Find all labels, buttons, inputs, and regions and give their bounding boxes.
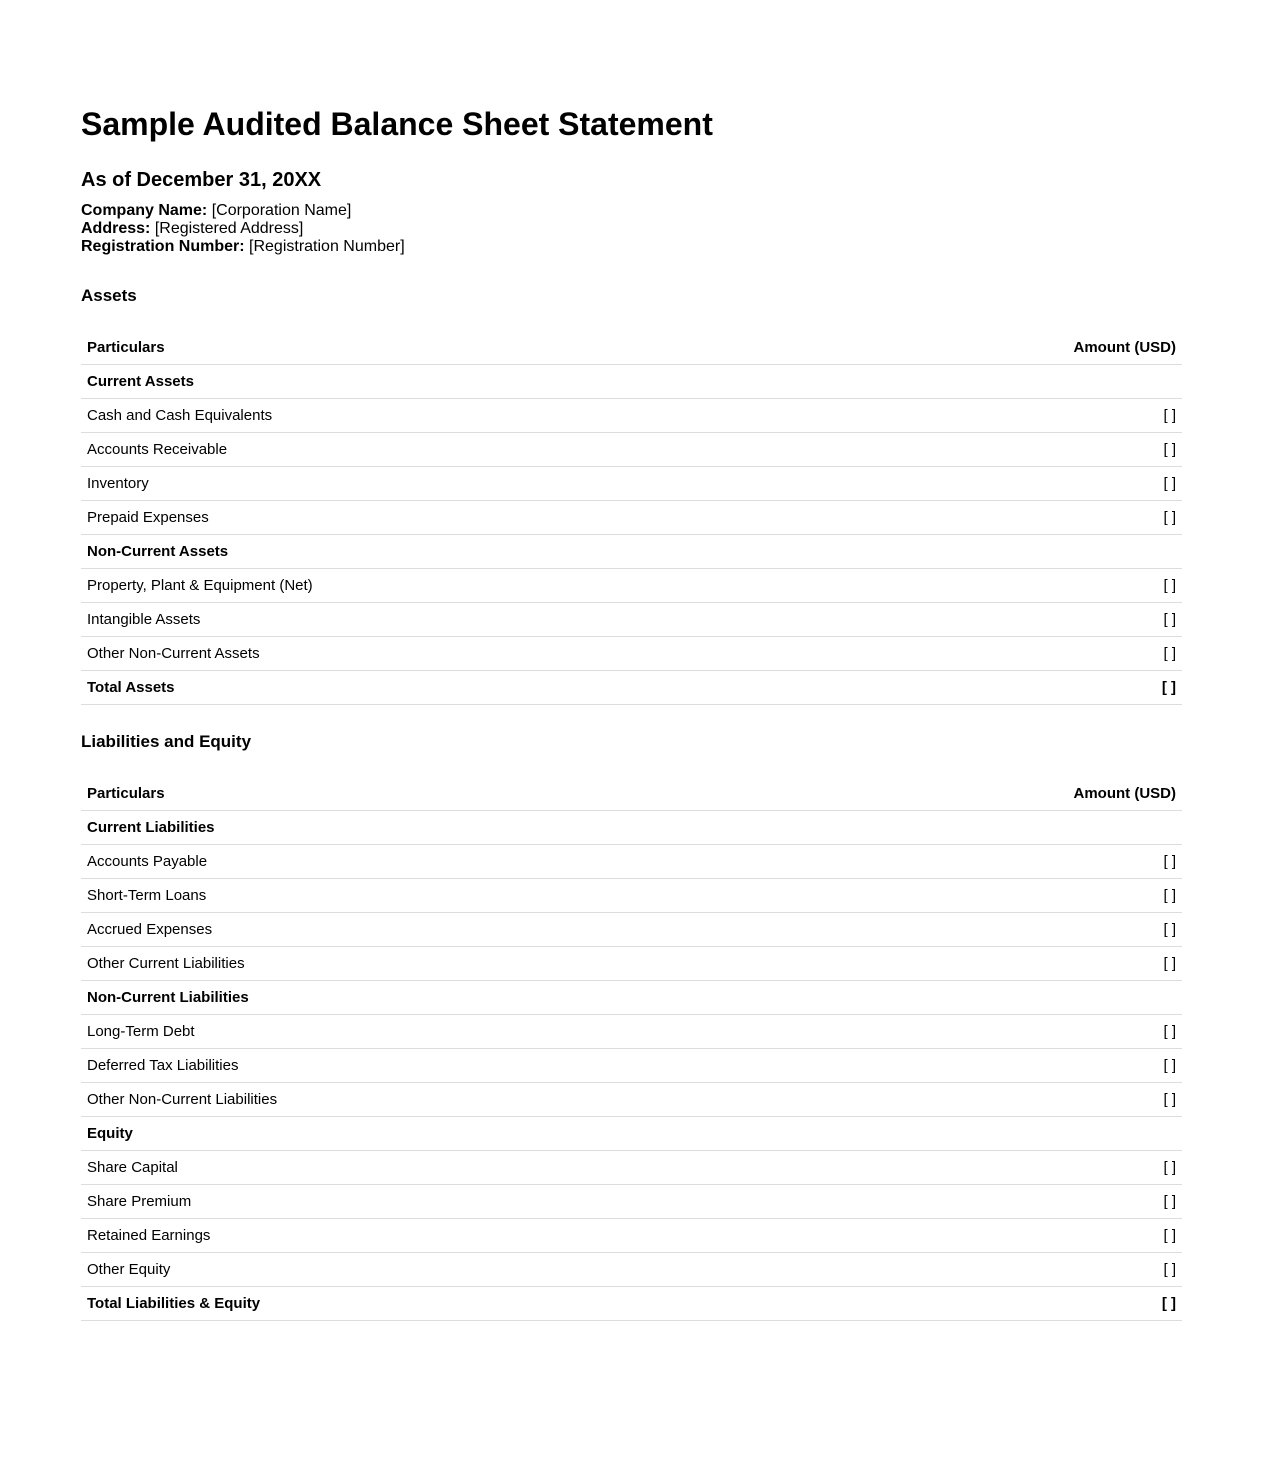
column-header-amount: Amount (USD) [824,331,1182,365]
table-row [81,569,1182,603]
row-label: Equity [81,1117,784,1151]
column-header-amount: Amount (USD) [784,777,1182,811]
registration-label: Registration Number: [81,238,245,255]
row-amount: [ ] [824,399,1182,433]
row-label: Cash and Cash Equivalents [81,399,824,433]
row-label: Non-Current Liabilities [81,981,784,1015]
address-line [81,220,405,238]
row-amount: [ ] [784,1049,1182,1083]
row-amount: [ ] [824,569,1182,603]
table-row-section [81,1287,1182,1321]
row-amount: [ ] [784,1151,1182,1185]
table-row-section [81,981,1182,1015]
row-label: Accounts Payable [81,845,784,879]
liabilities-heading: Liabilities and Equity [81,732,252,751]
row-amount: [ ] [784,1185,1182,1219]
table-row [81,637,1182,671]
table-row [81,501,1182,535]
table-row-section [81,535,1182,569]
row-label: Deferred Tax Liabilities [81,1049,784,1083]
row-amount: [ ] [824,467,1182,501]
company-name-value: [Corporation Name] [211,202,352,219]
row-amount [784,981,1182,1015]
row-amount: [ ] [784,1083,1182,1117]
table-row [81,1185,1182,1219]
row-label: Prepaid Expenses [81,501,824,535]
row-label: Total Liabilities & Equity [81,1287,784,1321]
liabilities-table [81,777,1182,1321]
address-value: [Registered Address] [154,220,304,237]
company-info [81,202,405,256]
row-amount: [ ] [824,433,1182,467]
row-label: Other Equity [81,1253,784,1287]
row-amount: [ ] [824,637,1182,671]
assets-heading: Assets [81,286,137,305]
table-row [81,1015,1182,1049]
row-label: Share Capital [81,1151,784,1185]
row-label: Intangible Assets [81,603,824,637]
column-header-particulars: Particulars [81,777,784,811]
row-amount: [ ] [824,603,1182,637]
table-header [81,331,1182,365]
statement-date: As of December 31, 20XX [81,169,322,191]
row-label: Inventory [81,467,824,501]
table-row [81,603,1182,637]
row-label: Current Assets [81,365,824,399]
row-amount: [ ] [824,501,1182,535]
table-row [81,879,1182,913]
row-amount: [ ] [784,913,1182,947]
row-label: Other Non-Current Liabilities [81,1083,784,1117]
row-amount: [ ] [784,1287,1182,1321]
row-amount: [ ] [784,1253,1182,1287]
address-label: Address: [81,220,151,237]
row-label: Accrued Expenses [81,913,784,947]
row-label: Non-Current Assets [81,535,824,569]
row-label: Total Assets [81,671,824,705]
table-row-section [81,1117,1182,1151]
row-label: Property, Plant & Equipment (Net) [81,569,824,603]
registration-value: [Registration Number] [249,238,405,255]
table-row [81,399,1182,433]
row-amount [824,535,1182,569]
table-row-section [81,365,1182,399]
assets-table [81,331,1182,705]
row-label: Short-Term Loans [81,879,784,913]
page-title: Sample Audited Balance Sheet Statement [81,106,713,142]
table-row [81,1049,1182,1083]
table-row [81,845,1182,879]
table-row [81,1151,1182,1185]
table-header [81,777,1182,811]
row-label: Long-Term Debt [81,1015,784,1049]
company-name-label: Company Name: [81,202,208,219]
table-row [81,947,1182,981]
row-amount: [ ] [784,879,1182,913]
row-amount: [ ] [784,1015,1182,1049]
row-label: Current Liabilities [81,811,784,845]
table-row [81,1083,1182,1117]
row-amount: [ ] [824,671,1182,705]
row-amount: [ ] [784,845,1182,879]
row-label: Share Premium [81,1185,784,1219]
table-row [81,1253,1182,1287]
row-label: Accounts Receivable [81,433,824,467]
row-label: Other Non-Current Assets [81,637,824,671]
table-row [81,467,1182,501]
row-amount [824,365,1182,399]
row-label: Retained Earnings [81,1219,784,1253]
row-amount [784,1117,1182,1151]
table-row-section [81,811,1182,845]
table-row [81,1219,1182,1253]
row-amount [784,811,1182,845]
table-row-section [81,671,1182,705]
company-name-line [81,202,405,220]
table-row [81,433,1182,467]
registration-line [81,238,405,256]
row-amount: [ ] [784,1219,1182,1253]
row-label: Other Current Liabilities [81,947,784,981]
table-row [81,913,1182,947]
row-amount: [ ] [784,947,1182,981]
column-header-particulars: Particulars [81,331,824,365]
